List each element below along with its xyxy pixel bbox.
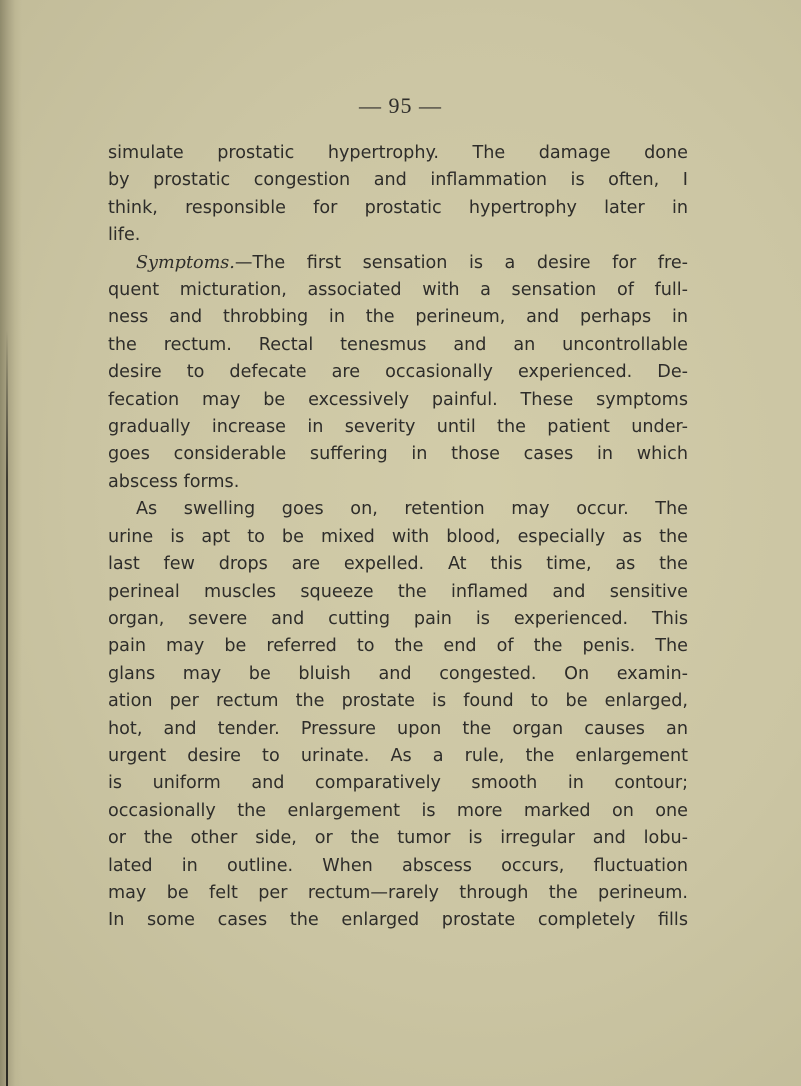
text-line: In some cases the enlarged prostate completely fills — [108, 910, 688, 931]
text-line: fecation may be excessively painful. These symptoms — [108, 389, 688, 410]
text-line: urine is apt to be mixed with blood, especially as the — [108, 526, 688, 547]
text-line: life. — [108, 225, 141, 246]
text-line: hot, and tender. Pressure upon the organ causes an — [108, 718, 688, 739]
text-line: ation per rectum the prostate is found to be enlarged, — [108, 691, 688, 712]
binding-edge — [6, 330, 8, 1086]
text-line: ness and throbbing in the perineum, and perhaps in — [108, 307, 688, 328]
body-text — [108, 140, 688, 935]
text-line: lated in outline. When abscess occurs, fluctuation — [108, 855, 688, 876]
text-line: abscess forms. — [108, 471, 240, 492]
text-line: pain may be referred to the end of the penis. The — [108, 636, 688, 657]
text-line: organ, severe and cutting pain is experienced. This — [108, 608, 688, 629]
text-line: occasionally the enlargement is more marked on one — [108, 800, 688, 821]
section-line-symptoms — [108, 250, 688, 277]
section-heading-symptoms: Symptoms. — [136, 252, 235, 273]
page-number: — 95 — — [359, 93, 442, 118]
text-line: glans may be bluish and congested. On examin- — [108, 663, 688, 684]
text-line: As swelling goes on, retention may occur. The — [136, 499, 688, 520]
text-line: urgent desire to urinate. As a rule, the enlargement — [108, 745, 688, 766]
text-line: perineal muscles squeeze the inflamed and sensitive — [108, 581, 688, 602]
text-line: quent micturation, associated with a sensation of full- — [108, 280, 688, 301]
text-line: goes considerable suffering in those cases in which — [108, 444, 688, 465]
text-line: may be felt per rectum—rarely through the perineum. — [108, 882, 688, 903]
text-line: gradually increase in severity until the patient under- — [108, 417, 688, 438]
text-line: is uniform and comparatively smooth in contour; — [108, 773, 688, 794]
page-gutter-shadow — [0, 0, 22, 1086]
text-line: desire to defecate are occasionally experienced. De- — [108, 362, 688, 383]
text-line: simulate prostatic hypertrophy. The damage done — [108, 143, 688, 163]
text-fragment: —The first sensation is a desire for fre- — [234, 252, 688, 273]
text-line: last few drops are expelled. At this time, as the — [108, 554, 688, 575]
text-line: by prostatic congestion and inflammation is often, I — [108, 170, 688, 191]
text-line: or the other side, or the tumor is irregular and lobu- — [108, 828, 688, 849]
text-line: think, responsible for prostatic hypertrophy later in — [108, 197, 688, 218]
text-line: the rectum. Rectal tenesmus and an uncontrollable — [108, 334, 688, 355]
